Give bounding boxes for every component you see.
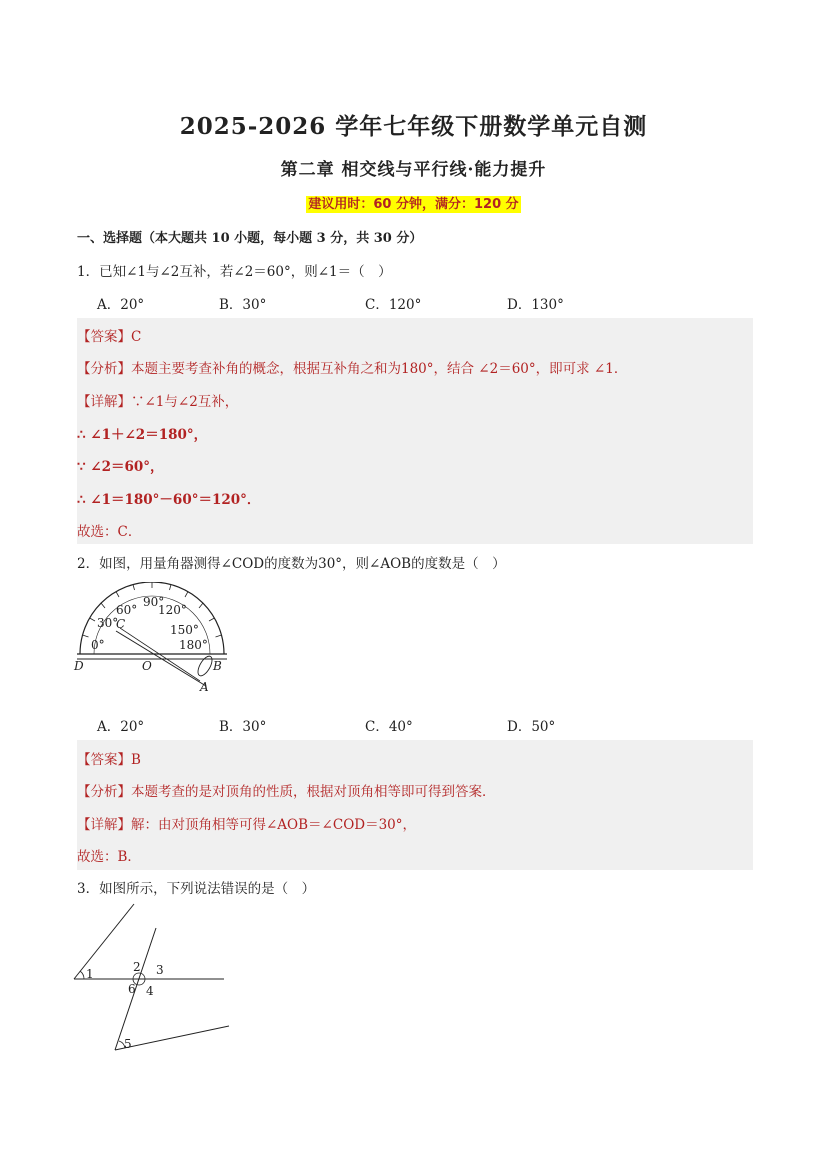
q1-detail: 【详解】∵∠1与∠2互补，	[77, 394, 239, 410]
q2-option-a: A．20°	[97, 719, 145, 735]
question-3-stem: 3．如图所示，下列说法错误的是（ ）	[77, 881, 316, 897]
q2-detail: 【详解】解：由对顶角相等可得∠AOB＝∠COD＝30°，	[77, 817, 417, 833]
angle-label-3: 3	[156, 963, 164, 977]
q1-analysis: 【分析】本题主要考查补角的概念，根据互补角之和为180°，结合 ∠2＝60°，即可求 ∠1．	[77, 361, 628, 377]
label-150: 150°	[170, 623, 199, 637]
q1-choice: 故选：C．	[77, 524, 142, 540]
label-120: 120°	[158, 603, 187, 617]
angle-label-5: 5	[124, 1037, 132, 1051]
label-90: 90°	[143, 595, 165, 609]
q2-analysis: 【分析】本题考查的是对顶角的性质，根据对顶角相等即可得到答案．	[77, 784, 496, 800]
question-2-stem: 2．如图，用量角器测得∠COD的度数为30°，则∠AOB的度数是（ ）	[77, 556, 506, 572]
question-1-stem: 1．已知∠1与∠2互补，若∠2＝60°，则∠1＝（ ）	[77, 264, 392, 280]
q2-option-d: D．50°	[507, 719, 556, 735]
q1-step-2: ∵ ∠2＝60°，	[77, 459, 164, 475]
label-d: D	[74, 659, 84, 673]
left-slant-line	[74, 904, 134, 979]
q1-option-a: A．20°	[97, 297, 145, 313]
q2-option-b: B．30°	[219, 719, 267, 735]
angle-label-6: 6	[128, 982, 136, 996]
q2-answer: 【答案】B	[77, 752, 141, 768]
label-a: A	[200, 680, 209, 694]
label-180: 180°	[179, 638, 208, 652]
section-heading: 一、选择题（本大题共 10 小题，每小题 3 分，共 30 分）	[77, 231, 423, 246]
time-note-row	[0, 193, 827, 212]
q2-option-c: C．40°	[365, 719, 413, 735]
q2-choice: 故选：B．	[77, 849, 141, 865]
chapter-subtitle: 第二章 相交线与平行线·能力提升	[280, 160, 547, 180]
angle-mark-b	[195, 654, 215, 678]
q2-solution-box	[77, 740, 753, 870]
bottom-line	[115, 1026, 229, 1050]
q1-step-1: ∴ ∠1＋∠2＝180°，	[77, 427, 208, 443]
label-o: O	[142, 659, 152, 673]
angle-label-1: 1	[86, 967, 94, 981]
label-60: 60°	[116, 603, 138, 617]
time-note: 建议用时：60 分钟，满分：120 分	[308, 197, 519, 212]
q1-option-d: D．130°	[507, 297, 564, 313]
label-b: B	[213, 659, 222, 673]
q1-option-b: B．30°	[219, 297, 267, 313]
label-30: 30°	[97, 616, 119, 630]
q1-answer: 【答案】C	[77, 329, 142, 345]
label-c: C	[116, 617, 126, 631]
q1-option-c: C．120°	[365, 297, 422, 313]
q1-step-3: ∴ ∠1＝180°－60°＝120°．	[77, 492, 261, 508]
angle-arc-1	[80, 971, 84, 979]
q1-solution-box	[77, 318, 753, 544]
page-title: 2025-2026 学年七年级下册数学单元自测	[179, 113, 648, 140]
angles-figure	[72, 900, 237, 1058]
protractor-figure	[72, 582, 232, 697]
label-0: 0°	[91, 638, 105, 652]
angle-label-2: 2	[133, 960, 141, 974]
angle-label-4: 4	[146, 984, 154, 998]
